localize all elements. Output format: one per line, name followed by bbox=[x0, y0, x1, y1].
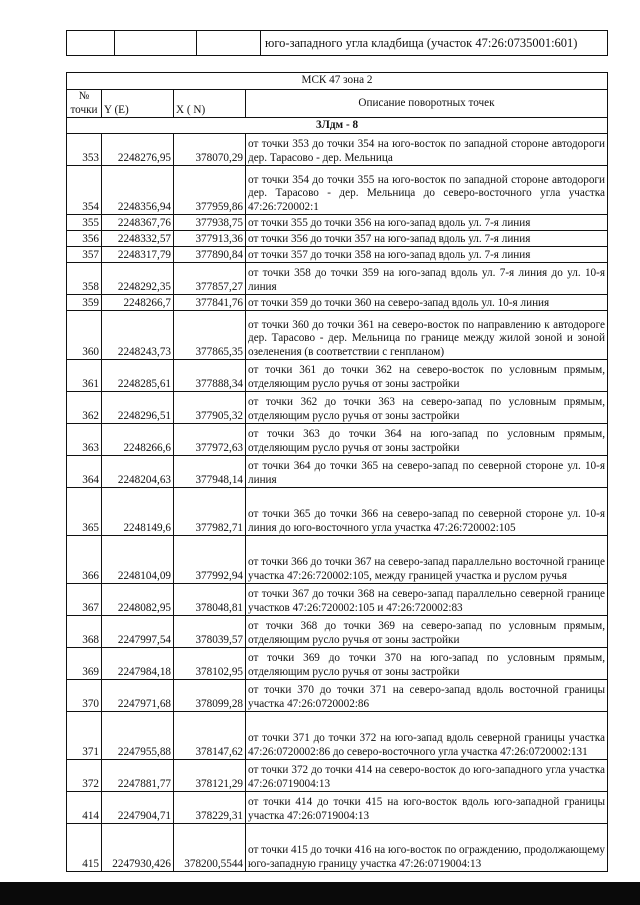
point-description: от точки 355 до точки 356 на юго-запад вдоль ул. 7-я линия bbox=[246, 215, 608, 231]
point-number: 356 bbox=[67, 231, 102, 247]
coord-x: 377972,63 bbox=[174, 424, 246, 456]
table-row bbox=[67, 166, 608, 215]
point-description: от точки 361 до точки 362 на северо-восток по условным прямым, отделяющим русло ручья от зоны застройки bbox=[246, 360, 608, 392]
coord-y: 2247984,18 bbox=[102, 648, 174, 680]
table-body bbox=[67, 134, 608, 872]
coord-y: 2247904,71 bbox=[102, 792, 174, 824]
point-number: 365 bbox=[67, 488, 102, 536]
coord-y: 2248367,76 bbox=[102, 215, 174, 231]
coord-y: 2248104,09 bbox=[102, 536, 174, 584]
point-description: от точки 414 до точки 415 на юго-восток вдоль юго-западной границы участка 47:26:0719004:13 bbox=[246, 792, 608, 824]
point-description: от точки 362 до точки 363 на северо-запад по условным прямым, отделяющим русло ручья от зоны застройки bbox=[246, 392, 608, 424]
point-description: от точки 369 до точки 370 на юго-запад по условным прямым, отделяющим русло ручья от зоны застройки bbox=[246, 648, 608, 680]
point-number: 353 bbox=[67, 134, 102, 166]
coord-x: 378070,29 bbox=[174, 134, 246, 166]
coord-y: 2248266,6 bbox=[102, 424, 174, 456]
coord-x: 377890,84 bbox=[174, 247, 246, 263]
coord-x: 378099,28 bbox=[174, 680, 246, 712]
table-row bbox=[67, 263, 608, 295]
table-row bbox=[67, 712, 608, 760]
point-number: 359 bbox=[67, 295, 102, 311]
coord-x: 377905,32 bbox=[174, 392, 246, 424]
point-number: 358 bbox=[67, 263, 102, 295]
coordinates-table bbox=[66, 72, 608, 872]
point-description: от точки 370 до точки 371 на северо-запад вдоль восточной границы участка 47:26:0720002:86 bbox=[246, 680, 608, 712]
coord-y: 2248243,73 bbox=[102, 311, 174, 360]
point-description: от точки 356 до точки 357 на юго-запад вдоль ул. 7-я линия bbox=[246, 231, 608, 247]
point-description: от точки 353 до точки 354 на юго-восток по западной стороне автодороги дер. Тарасово - дер. Мельница bbox=[246, 134, 608, 166]
prev-cell-x bbox=[197, 31, 261, 56]
point-description: от точки 415 до точки 416 на юго-восток по ограждению, продолжающему юго-западную границу участка 47:26:0719004:13 bbox=[246, 824, 608, 872]
coord-y: 2247955,88 bbox=[102, 712, 174, 760]
coord-x: 377888,34 bbox=[174, 360, 246, 392]
zone-header-row bbox=[67, 73, 608, 90]
section-row bbox=[67, 118, 608, 134]
point-description: от точки 366 до точки 367 на северо-запад параллельно восточной границе участка 47:26:720002:105, между границей участка и руслом ручья bbox=[246, 536, 608, 584]
point-number: 370 bbox=[67, 680, 102, 712]
coord-x: 377865,35 bbox=[174, 311, 246, 360]
table-row bbox=[67, 134, 608, 166]
coord-x: 378147,62 bbox=[174, 712, 246, 760]
coord-x: 378048,81 bbox=[174, 584, 246, 616]
coord-y: 2248266,7 bbox=[102, 295, 174, 311]
table-row bbox=[67, 616, 608, 648]
coord-y: 2248204,63 bbox=[102, 456, 174, 488]
point-number: 371 bbox=[67, 712, 102, 760]
table-row bbox=[67, 215, 608, 231]
point-description: от точки 363 до точки 364 на юго-запад по условным прямым, отделяющим русло ручья от зоны застройки bbox=[246, 424, 608, 456]
coord-y: 2248292,35 bbox=[102, 263, 174, 295]
coord-x: 378121,29 bbox=[174, 760, 246, 792]
point-number: 361 bbox=[67, 360, 102, 392]
coord-x: 377992,94 bbox=[174, 536, 246, 584]
prev-cell-description: юго-западного угла кладбища (участок 47:26:0735001:601) bbox=[261, 31, 608, 56]
point-number: 414 bbox=[67, 792, 102, 824]
point-description: от точки 364 до точки 365 на северо-запад по северной стороне ул. 10-я линия bbox=[246, 456, 608, 488]
point-number: 364 bbox=[67, 456, 102, 488]
coord-x: 377913,36 bbox=[174, 231, 246, 247]
coord-y: 2247930,426 bbox=[102, 824, 174, 872]
table-row bbox=[67, 584, 608, 616]
coord-x: 378102,95 bbox=[174, 648, 246, 680]
table-row bbox=[67, 424, 608, 456]
point-description: от точки 371 до точки 372 на юго-запад вдоль северной границы участка 47:26:0720002:86 до северо-восточного угла участка 47:26:0720002:131 bbox=[246, 712, 608, 760]
table-row bbox=[67, 311, 608, 360]
table-row bbox=[67, 231, 608, 247]
table-row bbox=[67, 792, 608, 824]
table-row bbox=[67, 760, 608, 792]
coordinate-system-header: МСК 47 зона 2 bbox=[67, 73, 608, 90]
prev-cell-y bbox=[115, 31, 197, 56]
point-number: 369 bbox=[67, 648, 102, 680]
point-description: от точки 368 до точки 369 на северо-запад по условным прямым, отделяющим русло ручья от зоны застройки bbox=[246, 616, 608, 648]
coord-y: 2248332,57 bbox=[102, 231, 174, 247]
point-description: от точки 358 до точки 359 на юго-запад вдоль ул. 7-я линия до ул. 10-я линия bbox=[246, 263, 608, 295]
coord-x: 377982,71 bbox=[174, 488, 246, 536]
table-row bbox=[67, 536, 608, 584]
coord-x: 377948,14 bbox=[174, 456, 246, 488]
coord-x: 377841,76 bbox=[174, 295, 246, 311]
point-number: 354 bbox=[67, 166, 102, 215]
coord-y: 2248356,94 bbox=[102, 166, 174, 215]
scan-bottom-edge bbox=[0, 882, 640, 905]
coord-y: 2248276,95 bbox=[102, 134, 174, 166]
coord-x: 378039,57 bbox=[174, 616, 246, 648]
coord-x: 378229,31 bbox=[174, 792, 246, 824]
point-number: 366 bbox=[67, 536, 102, 584]
previous-page-row-table bbox=[66, 30, 608, 56]
coord-y: 2247881,77 bbox=[102, 760, 174, 792]
coord-x: 378200,5544 bbox=[174, 824, 246, 872]
table-row bbox=[67, 488, 608, 536]
point-number: 372 bbox=[67, 760, 102, 792]
point-description: от точки 360 до точки 361 на северо-восток по направлению к автодороге дер. Тарасово - дер. Мельница по границе между жилой зоной и зоной озеленения (в соответствии с генпланом) bbox=[246, 311, 608, 360]
coord-y: 2247997,54 bbox=[102, 616, 174, 648]
point-description: от точки 357 до точки 358 на юго-запад вдоль ул. 7-я линия bbox=[246, 247, 608, 263]
point-description: от точки 359 до точки 360 на северо-запад вдоль ул. 10-я линия bbox=[246, 295, 608, 311]
section-title: 3Лдм - 8 bbox=[67, 118, 608, 134]
table-row bbox=[67, 648, 608, 680]
table-row bbox=[67, 680, 608, 712]
table-row bbox=[67, 392, 608, 424]
point-number: 363 bbox=[67, 424, 102, 456]
coord-y: 2248317,79 bbox=[102, 247, 174, 263]
prev-cell-no bbox=[67, 31, 115, 56]
coord-y: 2248285,61 bbox=[102, 360, 174, 392]
col-header-y: Y (E) bbox=[102, 90, 174, 118]
point-number: 362 bbox=[67, 392, 102, 424]
table-row bbox=[67, 824, 608, 872]
point-number: 368 bbox=[67, 616, 102, 648]
point-number: 360 bbox=[67, 311, 102, 360]
column-header-row bbox=[67, 90, 608, 118]
table-row bbox=[67, 360, 608, 392]
point-number: 355 bbox=[67, 215, 102, 231]
col-header-x: X ( N) bbox=[174, 90, 246, 118]
table-row bbox=[67, 247, 608, 263]
col-header-description: Описание поворотных точек bbox=[246, 90, 608, 118]
previous-page-row bbox=[67, 31, 608, 56]
coord-y: 2248082,95 bbox=[102, 584, 174, 616]
point-description: от точки 365 до точки 366 на северо-запад по северной стороне ул. 10-я линия до юго-восточного угла участка 47:26:720002:105 bbox=[246, 488, 608, 536]
point-number: 367 bbox=[67, 584, 102, 616]
coord-x: 377938,75 bbox=[174, 215, 246, 231]
coord-y: 2248296,51 bbox=[102, 392, 174, 424]
coord-x: 377857,27 bbox=[174, 263, 246, 295]
point-number: 415 bbox=[67, 824, 102, 872]
point-description: от точки 372 до точки 414 на северо-восток до юго-западного угла участка 47:26:0719004:13 bbox=[246, 760, 608, 792]
point-description: от точки 354 до точки 355 на юго-восток по западной стороне автодороги дер. Тарасово - дер. Мельница до северо-восточного угла участка 47:26:720002:1 bbox=[246, 166, 608, 215]
point-number: 357 bbox=[67, 247, 102, 263]
coord-y: 2247971,68 bbox=[102, 680, 174, 712]
coord-y: 2248149,6 bbox=[102, 488, 174, 536]
col-header-point-no: № точки bbox=[67, 90, 102, 118]
table-row bbox=[67, 295, 608, 311]
table-row bbox=[67, 456, 608, 488]
coord-x: 377959,86 bbox=[174, 166, 246, 215]
point-description: от точки 367 до точки 368 на северо-запад параллельно северной границе участков 47:26:720002:105 и 47:26:720002:83 bbox=[246, 584, 608, 616]
